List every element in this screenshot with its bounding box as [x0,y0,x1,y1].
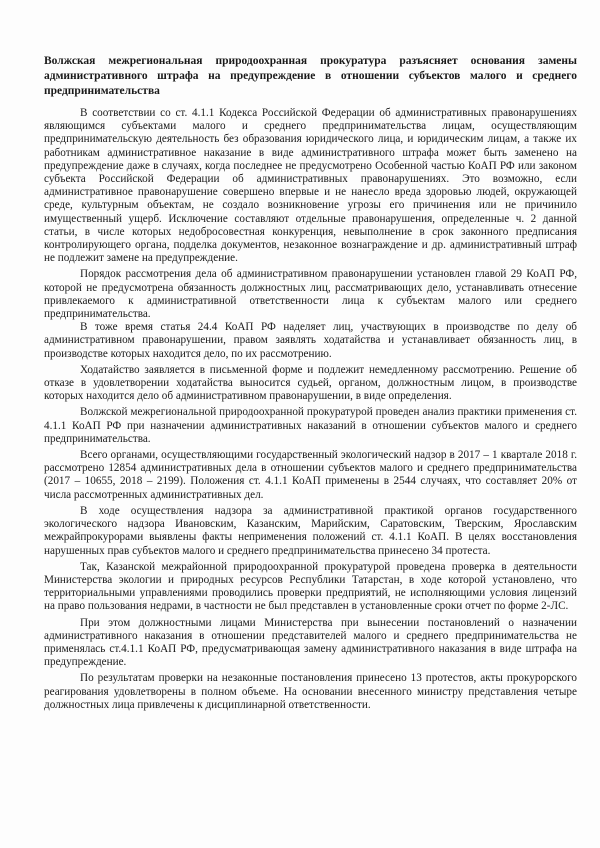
paragraph-6: Всего органами, осуществляющими государственный экологический надзор в 2017 – 1 квартале 2018 г. рассмотрено 12854 административных дела в отношении субъектов малого и среднего предпринимательства (2017 – 10655, 2018 – 2199). Положения ст. 4.1.1 КоАП применены в 2544 случаях, что составляет 20% от числа рассмотренных административных дел. [44,449,577,501]
paragraph-8: Так, Казанской межрайонной природоохранной прокуратурой проведена проверка в деятельности Министерства экологии и природных ресурсов Республики Татарстан, в ходе которой установлено, что территориальными управлениями проводились проверки предприятий, не исполняющими условия лицензий на право пользования недрами, в частности не был представлен в установленные сроки отчет по форме 2-ЛС. [44,560,577,613]
paragraph-2: Порядок рассмотрения дела об административном правонарушении установлен главой 29 КоАП РФ, которой не предусмотрена обязанность должностных лиц, рассматривающих дело, устанавливать отнесение привлекаемого к административной ответственности лица к субъектам малого или среднего предпринимательства. [44,268,577,321]
paragraph-4: Ходатайство заявляется в письменной форме и подлежит немедленному рассмотрению. Решение об отказе в удовлетворении ходатайства выносится судьей, органом, должностным лицом, в производстве которых находится дело об административном правонарушении, в виде определения. [44,363,577,403]
paragraph-7: В ходе осуществления надзора за административной практикой органов государственного экологического надзора Ивановским, Казанским, Марийским, Саратовским, Тверским, Ярославским межрайпрокурорами выявлены факты неприменения положений ст. 4.1.1 КоАП. В целях восстановления нарушенных прав субъектов малого и среднего предпринимательства принесено 34 протеста. [44,504,577,557]
paragraph-1: В соответствии со ст. 4.1.1 Кодекса Российской Федерации об административных правонарушениях являющимся субъектами малого и среднего предпринимательства лицам, осуществляющим предпринимательскую деятельность без образования юридического лица, и юридическим лицам, а также их работникам административное наказание в виде административного штрафа может быть заменено на предупреждение даже в случаях, когда последнее не предусмотрено Особенной частью КоАП РФ или законом субъекта Российской Федерации об административных правонарушениях. Это возможно, если административное правонарушение совершено впервые и не нанесло вреда здоровью людей, окружающей среде, культурным объектам, не создало возникновение угрозы его причинения или не причинило имущественный ущерб. Исключение составляют отдельные правонарушения, определенные ч. 2 данной статьи, в числе которых недобросовестная конкуренция, невыполнение в срок законного предписания контролирующего органа, подделка документов, незаконное вознаграждение и др. административный штраф не подлежит замене на предупреждение. [44,107,577,265]
paragraph-10: По результатам проверки на незаконные постановления принесено 13 протестов, акты прокурорского реагирования удовлетворены в полном объеме. На основании внесенного министру представления четыре должностных лица привлечены к дисциплинарной ответственности. [44,672,577,711]
paragraph-9: При этом должностными лицами Министерства при вынесении постановлений о назначении административного наказания в отношении представителей малого и среднего предпринимательства не применялась ст.4.1.1 КоАП РФ, предусматривающая замену административного наказания в виде штрафа на предупреждение. [44,616,577,669]
paragraph-3: В тоже время статья 24.4 КоАП РФ наделяет лиц, участвующих в производстве по делу об административном правонарушении, правом заявлять ходатайства и устанавливает обязанность лиц, в производстве которых находится дело, по их рассмотрению. [44,321,577,360]
document-body [44,54,577,712]
paragraph-5: Волжской межрегиональной природоохранной прокуратурой проведен анализ практики применения ст. 4.1.1 КоАП РФ при назначении административных наказаний в отношении субъектов малого и среднего предпринимательства. [44,406,577,445]
document-title: Волжская межрегиональная природоохранная прокуратура разъясняет основания замены административного штрафа на предупреждение в отношении субъектов малого и среднего предпринимательства [44,55,577,97]
